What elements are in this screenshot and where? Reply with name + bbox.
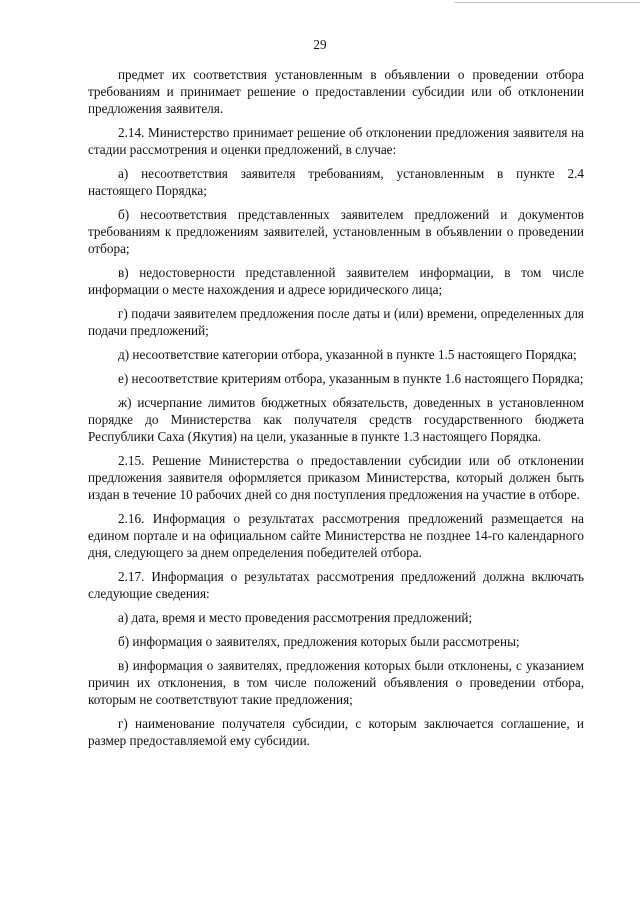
paragraph-2-14: 2.14. Министерство принимает решение об отклонении предложения заявителя на стадии рассмотрения и оценки предложений, в случае: bbox=[88, 125, 584, 157]
list-item-v-2: в) информация о заявителях, предложения которых были отклонены, с указанием причин их отклонения, в том числе положений объявления о проведении отбора, которым не соответствуют такие предложения; bbox=[88, 658, 584, 707]
body-text bbox=[88, 66, 584, 756]
list-item-g-2: г) наименование получателя субсидии, с которым заключается соглашение, и размер предоставляемой ему субсидии. bbox=[88, 716, 584, 748]
list-item-b-2: б) информация о заявителях, предложения которых были рассмотрены; bbox=[118, 634, 520, 649]
page-number: 29 bbox=[313, 37, 327, 52]
list-item-v: в) недостоверности представленной заявителем информации, в том числе информации о месте нахождения и адресе юридического лица; bbox=[88, 265, 584, 297]
paragraph-continuation: предмет их соответствия установленным в объявлении о проведении отбора требованиям и принимает решение о предоставлении субсидии или об отклонении предложения заявителя. bbox=[88, 67, 584, 116]
paragraph-2-16: 2.16. Информация о результатах рассмотрения предложений размещается на едином портале и на официальном сайте Министерства не позднее 14-го календарного дня, следующего за днем определения победителей отбора. bbox=[88, 511, 584, 560]
list-item-g: г) подачи заявителем предложения после даты и (или) времени, определенных для подачи предложений; bbox=[88, 306, 584, 338]
list-item-d: д) несоответствие категории отбора, указанной в пункте 1.5 настоящего Порядка; bbox=[118, 347, 577, 362]
list-item-e: е) несоответствие критериям отбора, указанным в пункте 1.6 настоящего Порядка; bbox=[118, 371, 584, 386]
list-item-b: б) несоответствия представленных заявителем предложений и документов требованиям к предложениям заявителей, установленным в объявлении о проведении отбора; bbox=[88, 207, 584, 256]
scan-edge-line bbox=[455, 2, 640, 3]
list-item-a: а) несоответствия заявителя требованиям, установленным в пункте 2.4 настоящего Порядка; bbox=[88, 166, 584, 198]
list-item-a-2: а) дата, время и место проведения рассмотрения предложений; bbox=[118, 610, 473, 625]
paragraph-2-15: 2.15. Решение Министерства о предоставлении субсидии или об отклонении предложения заявителя оформляется приказом Министерства, который должен быть издан в течение 10 рабочих дней со дня поступления предложения на участие в отборе. bbox=[88, 453, 584, 502]
list-item-zh: ж) исчерпание лимитов бюджетных обязательств, доведенных в установленном порядке до Министерства как получателя средств государственного бюджета Республики Саха (Якутия) на цели, указанные в пункте 1.3 настоящего Порядка. bbox=[88, 395, 584, 444]
paragraph-2-17: 2.17. Информация о результатах рассмотрения предложений должна включать следующие сведения: bbox=[88, 569, 584, 601]
